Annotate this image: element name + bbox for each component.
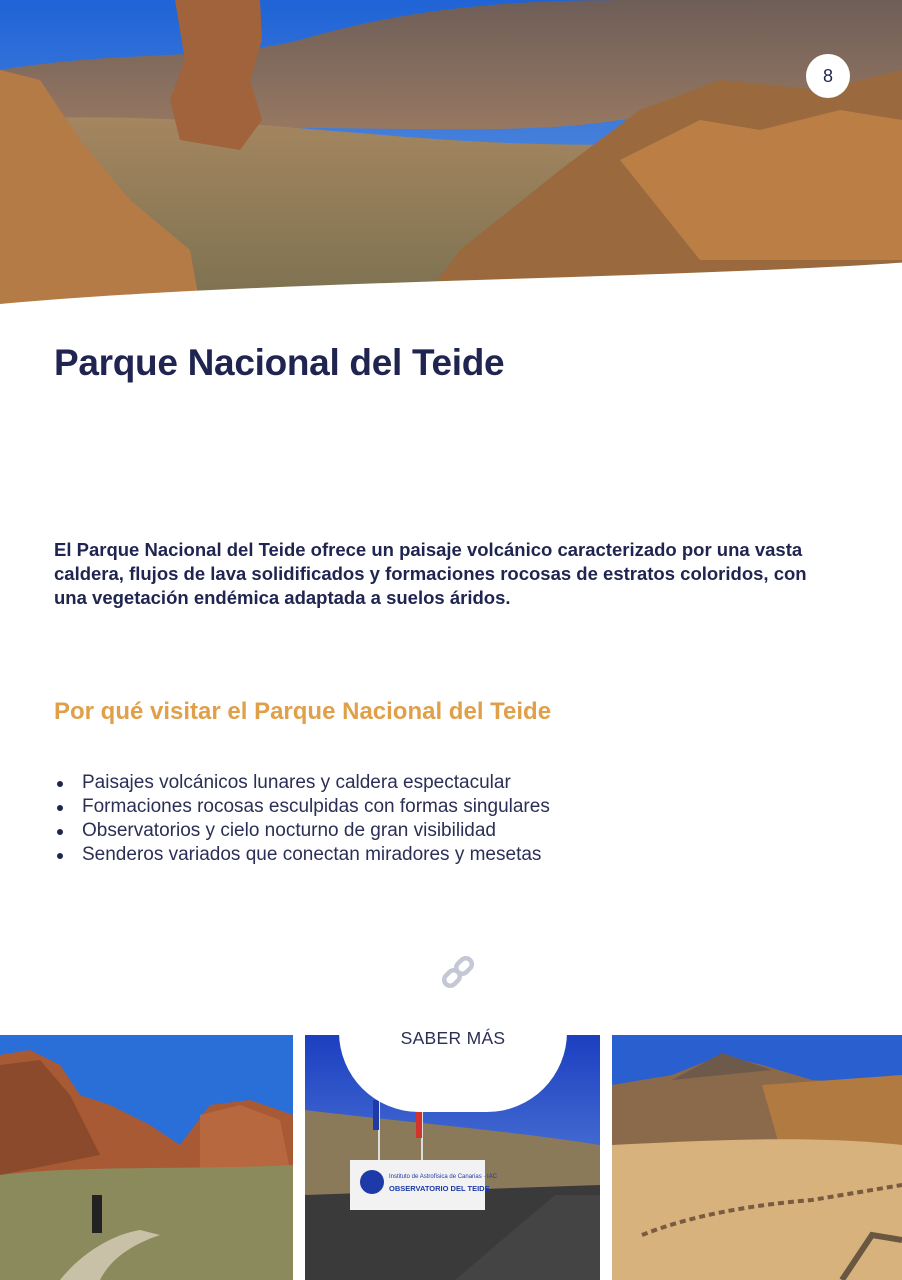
observatory-sign-line1: Instituto de Astrofísica de Canarias · IAC [389,1174,498,1180]
saber-mas-button[interactable]: SABER MÁS [339,1010,567,1112]
reasons-list [54,771,550,867]
page-title: Parque Nacional del Teide [54,342,505,383]
hero-landscape-illustration [0,0,902,305]
list-item: Paisajes volcánicos lunares y caldera espectacular [54,771,550,795]
list-item: Observatorios y cielo nocturno de gran visibilidad [54,819,550,843]
gallery-photo-caldera [612,1035,902,1280]
page-number-badge: 8 [806,54,850,98]
gallery-photo-rock-formations [0,1035,293,1280]
list-item: Formaciones rocosas esculpidas con formas singulares [54,795,550,819]
section-heading: Por qué visitar el Parque Nacional del Teide [54,698,552,725]
list-item: Senderos variados que conectan miradores y mesetas [54,843,550,867]
link-icon[interactable] [438,952,478,992]
hero-image [0,0,902,305]
intro-paragraph: El Parque Nacional del Teide ofrece un paisaje volcánico caracterizado por una vasta caldera, flujos de lava solidificados y formaciones rocosas de estratos coloridos, con una vegetación endémica adaptada a suelos áridos. [54,539,807,608]
observatory-sign-line2: OBSERVATORIO DEL TEIDE [389,1184,490,1193]
